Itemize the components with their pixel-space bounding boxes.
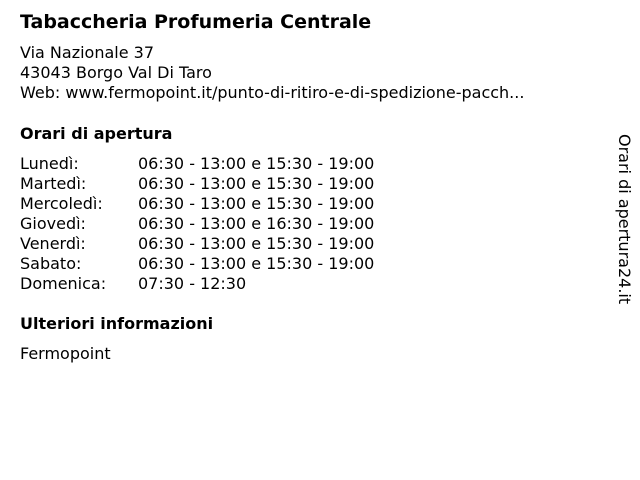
day-label: Martedì:: [20, 174, 87, 193]
further-info-heading: Ulteriori informazioni: [20, 314, 214, 333]
time-range: 07:30 - 12:30: [138, 274, 247, 293]
hours-row-saturday: [20, 254, 440, 274]
day-label: Mercoledì:: [20, 194, 103, 213]
hours-row-tuesday: [20, 174, 440, 194]
day-label: Domenica:: [20, 274, 107, 293]
time-range: 06:30 - 13:00 e 15:30 - 19:00: [138, 194, 375, 213]
time-range: 06:30 - 13:00 e 15:30 - 19:00: [138, 234, 375, 253]
hours-row-thursday: [20, 214, 440, 234]
day-label: Venerdì:: [20, 234, 86, 253]
further-info-text: Fermopoint: [20, 344, 111, 363]
street-address: Via Nazionale 37: [20, 43, 155, 62]
city-address: 43043 Borgo Val Di Taro: [20, 63, 212, 82]
day-label: Lunedì:: [20, 154, 79, 173]
time-range: 06:30 - 13:00 e 15:30 - 19:00: [138, 254, 375, 273]
opening-hours-heading: Orari di apertura: [20, 124, 173, 143]
hours-row-friday: [20, 234, 440, 254]
time-range: 06:30 - 13:00 e 15:30 - 19:00: [138, 174, 375, 193]
hours-row-monday: [20, 154, 440, 174]
address-block: [20, 43, 524, 103]
hours-row-sunday: [20, 274, 440, 294]
day-label: Giovedì:: [20, 214, 86, 233]
opening-hours-table: [20, 154, 440, 294]
hours-row-wednesday: [20, 194, 440, 214]
business-name: Tabaccheria Profumeria Centrale: [20, 11, 372, 33]
site-brand-watermark: Orari di apertura24.it: [615, 134, 634, 305]
time-range: 06:30 - 13:00 e 15:30 - 19:00: [138, 154, 375, 173]
time-range: 06:30 - 13:00 e 16:30 - 19:00: [138, 214, 375, 233]
website-link[interactable]: Web: www.fermopoint.it/punto-di-ritiro-e-di-spedizione-pacch...: [20, 83, 525, 102]
day-label: Sabato:: [20, 254, 82, 273]
